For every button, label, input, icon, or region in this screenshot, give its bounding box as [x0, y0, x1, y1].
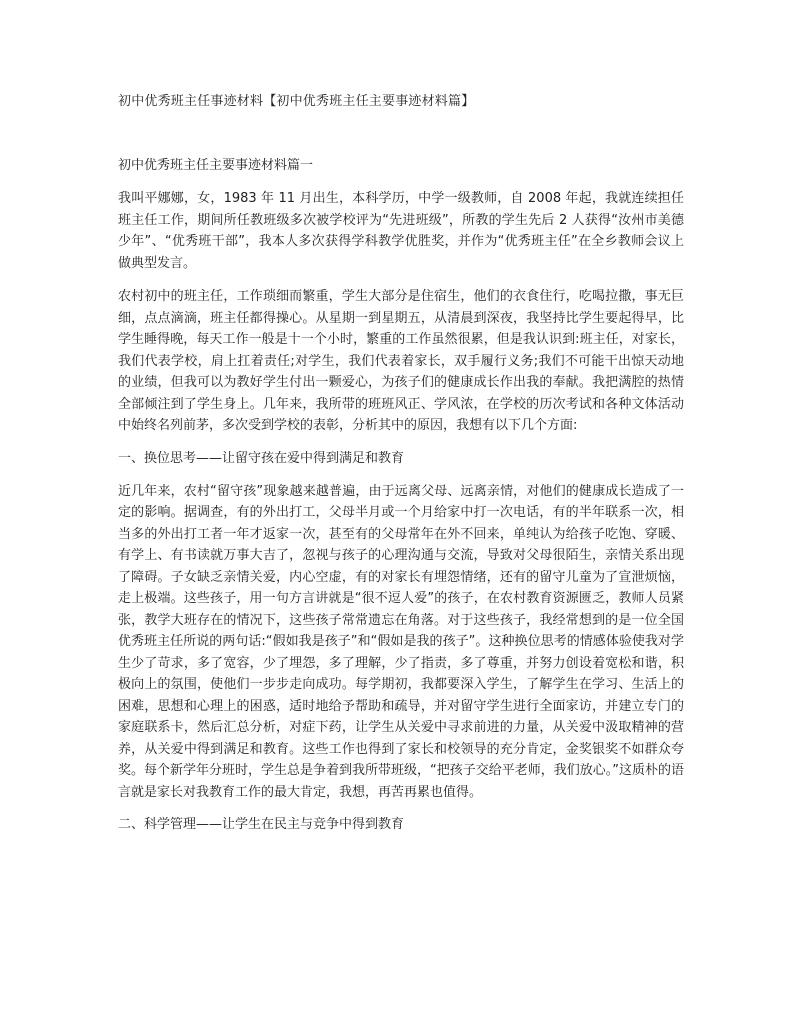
heading-section-2: 二、科学管理——让学生在民主与竞争中得到教育	[118, 817, 405, 832]
section-title: 初中优秀班主任主要事迹材料篇一	[118, 158, 314, 173]
document-title: 初中优秀班主任事迹材料【初中优秀班主任主要事迹材料篇】	[118, 94, 475, 109]
paragraph-left-behind-children: 近几年来，农村“留守孩”现象越来越普遍，由于远离父母、远离亲情，对他们的健康成长造成了一定的影响。据调查，有的外出打工，父母半月或一个月给家中打一次电话，有的半年联系一次，相当多的外出打工者一年才返家一次，甚至有的父母常年在外不回来，单纯认为给孩子吃饱、穿暖、有学上、有书读就万事大吉了，忽视与孩子的心理沟通与交流，导致对父母很陌生，亲情关系出现了障碍。子女缺乏亲情关爱，内心空虚，有的对家长有埋怨情绪，还有的留守儿童为了宣泄烦恼，走上极端。这些孩子，用一句方言讲就是“很不逗人爱”的孩子，在农村教育资源匮乏，教师人员紧张，教学大班存在的情况下，这些孩子常常遗忘在角落。对于这些孩子，我经常想到的是一位全国优秀班主任所说的两句话:“假如我是孩子”和“假如是我的孩子”。这种换位思考的情感体验使我对学生少了苛求，多了宽容，少了埋怨，多了理解，少了指责，多了尊重，并努力创设着宽松和谐，积极向上的氛围，使他们一步步走向成功。每学期初，我都要深入学生，了解学生在学习、生活上的困难，思想和心理上的困惑，适时地给予帮助和疏导，并对留守学生进行全面家访，并建立专门的家庭联系卡，然后汇总分析，对症下药，让学生从关爱中寻求前进的力量，从关爱中汲取精神的营养，从关爱中得到满足和教育。这些工作也得到了家长和校领导的充分肯定，金奖银奖不如群众夸奖。每个新学年分班时，学生总是争着到我所带班级，“把孩子交给平老师，我们放心。”这质朴的语言就是家长对我教育工作的最大肯定，我想，再苦再累也值得。	[118, 483, 684, 800]
heading-section-1: 一、换位思考——让留守孩在爱中得到满足和教育	[118, 450, 405, 466]
document-page	[118, 92, 684, 847]
paragraph-duties: 农村初中的班主任，工作琐细而繁重，学生大部分是住宿生，他们的衣食住行，吃喝拉撒，事无巨细，点点滴滴，班主任都得操心。从星期一到星期五，从清晨到深夜，我坚持比学生要起得早，比学生睡得晚，每天工作一般是十一个小时，繁重的工作虽然很累，但是我认识到:班主任，对家长，我们代表学校，肩上扛着责任;对学生，我们代表着家长，双手履行义务;我们不可能干出惊天动地的业绩，但我可以为教好学生付出一颗爱心，为孩子们的健康成长作出我的奉献。我把满腔的热情全部倾注到了学生身上。几年来，我所带的班班风正、学风浓，在学校的历次考试和各种文体活动中始终名列前茅，多次受到学校的表彰，分析其中的原因，我想有以下几个方面:	[118, 289, 684, 433]
paragraph-intro: 我叫平娜娜，女，1983 年 11 月出生，本科学历，中学一级教师，自 2008 年起，我就连续担任班主任工作，期间所任教班级多次被学校评为“先进班级”，所教的学生先后 2 人获得“汝州市美德少年”、“优秀班干部”，我本人多次获得学科教学优胜奖，并作为“优秀班主任”在全乡教师会议上做典型发言。	[118, 191, 684, 271]
